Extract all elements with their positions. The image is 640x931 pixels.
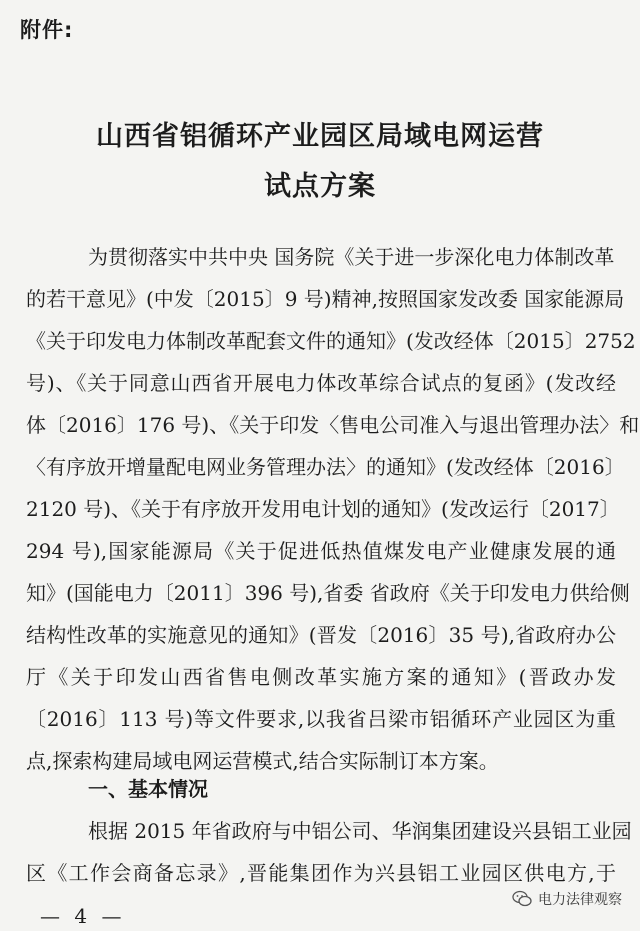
watermark-text: 电力法律观察 (538, 892, 622, 908)
document-title-line-2: 试点方案 (264, 171, 376, 202)
paragraph-line: 294 号),国家能源局《关于促进低热值煤发电产业健康发展的通 (26, 539, 616, 563)
paragraph-line: 结构性改革的实施意见的通知》(晋发〔2016〕35 号),省政府办公 (26, 623, 616, 647)
paragraph-line: 〔2016〕113 号)等文件要求,以我省吕梁市铝循环产业园区为重 (26, 707, 616, 731)
document-title-line-1: 山西省铝循环产业园区局域电网运营 (96, 121, 544, 152)
paragraph-line: 号)、《关于同意山西省开展电力体改革综合试点的复函》(发改经 (26, 371, 616, 395)
paragraph-line: 《关于印发电力体制改革配套文件的通知》(发改经体〔2015〕2752 (26, 329, 636, 353)
paragraph-line: 点,探索构建局域电网运营模式,结合实际制订本方案。 (26, 749, 499, 773)
chat-bubble-icon (512, 890, 532, 908)
watermark (512, 889, 622, 909)
paragraph-line: 知》(国能电力〔2011〕396 号),省委 省政府《关于印发电力供给侧 (26, 581, 630, 605)
paragraph-line: 区《工作会商备忘录》,晋能集团作为兴县铝工业园区供电方,于 (26, 861, 616, 885)
paragraph-line: 的若干意见》(中发〔2015〕9 号)精神,按照国家发改委 国家能源局 (26, 287, 625, 311)
paragraph-line: 厅《关于印发山西省售电侧改革实施方案的通知》(晋政办发 (26, 665, 616, 689)
page-number: — 4 — (40, 904, 126, 928)
paragraph-line: 为贯彻落实中共中央 国务院《关于进一步深化电力体制改革 (88, 245, 615, 269)
attachment-label: 附件: (20, 18, 74, 42)
section-heading: 一、基本情况 (88, 777, 208, 801)
paragraph-line: 〈有序放开增量配电网业务管理办法〉的通知》(发改经体〔2016〕 (26, 455, 625, 479)
paragraph-line: 2120 号)、《关于有序放开发用电计划的通知》(发改运行〔2017〕 (26, 497, 620, 521)
paragraph-line: 根据 2015 年省政府与中铝公司、华润集团建设兴县铝工业园 (88, 819, 632, 843)
paragraph-line: 体〔2016〕176 号)、《关于印发〈售电公司准入与退出管理办法〉和 (26, 413, 640, 437)
